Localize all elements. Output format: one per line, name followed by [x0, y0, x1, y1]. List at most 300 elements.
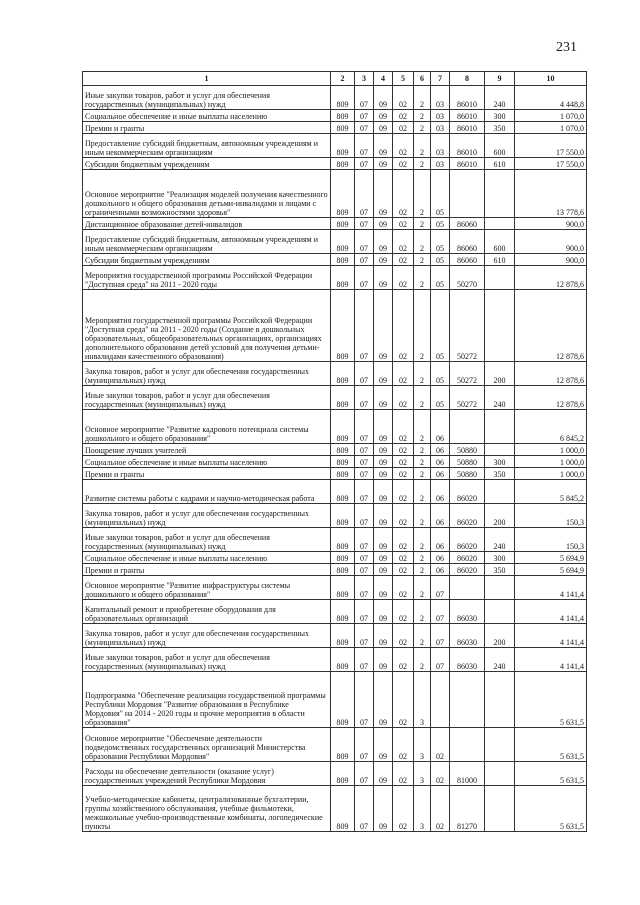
row-name-cell: Социальное обеспечение и иные выплаты населению: [83, 552, 331, 564]
row-code-cell-c2: 809: [331, 552, 355, 564]
row-code-cell-c4: 09: [374, 728, 393, 762]
row-code-cell-c7: 05: [431, 254, 450, 266]
row-code-cell-c6: 2: [414, 170, 431, 218]
row-code-cell-c4: 09: [374, 230, 393, 254]
row-code-cell-c2: 809: [331, 564, 355, 576]
row-code-cell-c9: 240: [485, 528, 515, 552]
row-name-cell: Предоставление субсидий бюджетным, автономным учреждениям и иным некоммерческим организациям: [83, 134, 331, 158]
row-code-cell-c8: 86010: [450, 122, 485, 134]
row-code-cell-c3: 07: [355, 218, 374, 230]
row-code-cell-c5: 02: [393, 158, 414, 170]
row-code-cell-c5: 02: [393, 410, 414, 444]
column-header-4: 4: [374, 72, 393, 86]
row-code-cell-c8: 86030: [450, 648, 485, 672]
row-code-cell-c4: 09: [374, 170, 393, 218]
row-name-cell: Учебно-методические кабинеты, централизованные бухгалтерии, группы хозяйственного обслуживания, учебные фильмотеки, межшкольные учебно-производственные комбинаты, логопедические пункты: [83, 786, 331, 832]
row-code-cell-c7: 06: [431, 552, 450, 564]
row-code-cell-c2: 809: [331, 600, 355, 624]
row-amount-cell: 12 878,6: [515, 386, 587, 410]
row-code-cell-c6: 2: [414, 552, 431, 564]
row-code-cell-c6: 2: [414, 230, 431, 254]
row-code-cell-c5: 02: [393, 86, 414, 110]
row-code-cell-c4: 09: [374, 456, 393, 468]
row-code-cell-c9: 240: [485, 86, 515, 110]
row-name-cell: Капитальный ремонт и приобретение оборудования для образовательных организаций: [83, 600, 331, 624]
row-name-cell: Премии и гранты: [83, 564, 331, 576]
row-code-cell-c3: 07: [355, 672, 374, 728]
row-amount-cell: 5 631,5: [515, 728, 587, 762]
row-code-cell-c3: 07: [355, 158, 374, 170]
row-code-cell-c6: 2: [414, 624, 431, 648]
row-code-cell-c6: 2: [414, 158, 431, 170]
table-row: [83, 468, 587, 480]
row-code-cell-c5: 02: [393, 786, 414, 832]
row-code-cell-c8: 50880: [450, 468, 485, 480]
row-code-cell-c2: 809: [331, 254, 355, 266]
row-code-cell-c9: [485, 786, 515, 832]
row-code-cell-c6: 3: [414, 672, 431, 728]
row-code-cell-c2: 809: [331, 170, 355, 218]
row-code-cell-c8: 86010: [450, 158, 485, 170]
row-name-cell: Мероприятия государственной программы Российской Федерации "Доступная среда" на 2011 - 2020 годы (Создание в дошкольных образовательных, общеобразовательных организациях, организациях дополнительного образования детей условий для получения детьми-инвалидами качественного образования): [83, 290, 331, 362]
row-code-cell-c4: 09: [374, 410, 393, 444]
row-code-cell-c3: 07: [355, 576, 374, 600]
row-code-cell-c7: 07: [431, 576, 450, 600]
row-code-cell-c2: 809: [331, 410, 355, 444]
row-code-cell-c4: 09: [374, 468, 393, 480]
row-code-cell-c9: 350: [485, 564, 515, 576]
row-code-cell-c5: 02: [393, 648, 414, 672]
row-code-cell-c5: 02: [393, 110, 414, 122]
row-code-cell-c4: 09: [374, 600, 393, 624]
row-code-cell-c5: 02: [393, 564, 414, 576]
row-code-cell-c3: 07: [355, 410, 374, 444]
row-name-cell: Поощрение лучших учителей: [83, 444, 331, 456]
row-name-cell: Иные закупки товаров, работ и услуг для обеспечения государственных (муниципальных) нужд: [83, 528, 331, 552]
row-code-cell-c2: 809: [331, 504, 355, 528]
row-code-cell-c7: 03: [431, 86, 450, 110]
row-code-cell-c3: 07: [355, 600, 374, 624]
row-code-cell-c4: 09: [374, 110, 393, 122]
row-code-cell-c7: 06: [431, 564, 450, 576]
row-code-cell-c3: 07: [355, 362, 374, 386]
row-name-cell: Иные закупки товаров, работ и услуг для обеспечения государственных (муниципальных) нужд: [83, 648, 331, 672]
row-code-cell-c6: 3: [414, 786, 431, 832]
table-row: [83, 504, 587, 528]
row-code-cell-c7: 06: [431, 480, 450, 504]
row-name-cell: Основное мероприятие "Развитие кадрового потенциала системы дошкольного и общего образования": [83, 410, 331, 444]
row-code-cell-c2: 809: [331, 576, 355, 600]
row-amount-cell: 6 845,2: [515, 410, 587, 444]
row-name-cell: Основное мероприятие "Обеспечение деятельности подведомственных государственных организаций Министерства образования Республики Мордовия": [83, 728, 331, 762]
row-code-cell-c7: 05: [431, 230, 450, 254]
row-code-cell-c9: [485, 170, 515, 218]
row-code-cell-c4: 09: [374, 564, 393, 576]
row-code-cell-c8: 86020: [450, 504, 485, 528]
row-code-cell-c7: 03: [431, 158, 450, 170]
row-code-cell-c7: 06: [431, 468, 450, 480]
row-code-cell-c8: 86010: [450, 86, 485, 110]
row-code-cell-c6: 2: [414, 576, 431, 600]
row-name-cell: Основное мероприятие "Развитие инфраструктуры системы дошкольного и общего образования": [83, 576, 331, 600]
row-amount-cell: 13 778,6: [515, 170, 587, 218]
table-row: [83, 624, 587, 648]
row-code-cell-c3: 07: [355, 504, 374, 528]
row-code-cell-c6: 2: [414, 254, 431, 266]
table-row: [83, 122, 587, 134]
row-code-cell-c6: 2: [414, 600, 431, 624]
table-row: [83, 552, 587, 564]
row-code-cell-c7: 05: [431, 170, 450, 218]
row-code-cell-c9: [485, 728, 515, 762]
row-name-cell: Подпрограмма "Обеспечение реализации государственной программы Республики Мордовия "Развитие образования в Республике Мордовия" на 2014 - 2020 годы и прочие мероприятия в области образования": [83, 672, 331, 728]
table-row: [83, 170, 587, 218]
row-code-cell-c7: 06: [431, 444, 450, 456]
table-row: [83, 786, 587, 832]
row-amount-cell: 900,0: [515, 230, 587, 254]
row-code-cell-c4: 09: [374, 386, 393, 410]
table-row: [83, 762, 587, 786]
row-amount-cell: 5 631,5: [515, 762, 587, 786]
row-code-cell-c9: [485, 218, 515, 230]
row-code-cell-c4: 09: [374, 218, 393, 230]
table-row: [83, 290, 587, 362]
row-code-cell-c5: 02: [393, 600, 414, 624]
row-code-cell-c9: [485, 576, 515, 600]
row-code-cell-c2: 809: [331, 648, 355, 672]
row-code-cell-c3: 07: [355, 564, 374, 576]
row-code-cell-c7: 07: [431, 648, 450, 672]
row-code-cell-c2: 809: [331, 290, 355, 362]
row-code-cell-c3: 07: [355, 552, 374, 564]
row-code-cell-c9: 200: [485, 362, 515, 386]
row-code-cell-c5: 02: [393, 552, 414, 564]
row-code-cell-c3: 07: [355, 254, 374, 266]
row-amount-cell: 1 000,0: [515, 456, 587, 468]
row-amount-cell: 150,3: [515, 528, 587, 552]
row-code-cell-c3: 07: [355, 290, 374, 362]
row-amount-cell: 12 878,6: [515, 290, 587, 362]
row-code-cell-c2: 809: [331, 158, 355, 170]
row-name-cell: Иные закупки товаров, работ и услуг для обеспечения государственных (муниципальных) нужд: [83, 86, 331, 110]
row-code-cell-c9: [485, 266, 515, 290]
row-amount-cell: 12 878,6: [515, 266, 587, 290]
row-code-cell-c4: 09: [374, 504, 393, 528]
row-code-cell-c6: 3: [414, 728, 431, 762]
row-amount-cell: 4 141,4: [515, 576, 587, 600]
row-code-cell-c7: 06: [431, 504, 450, 528]
row-code-cell-c9: [485, 290, 515, 362]
row-name-cell: Закупка товаров, работ и услуг для обеспечения государственных (муниципальных) нужд: [83, 504, 331, 528]
row-code-cell-c8: 50272: [450, 386, 485, 410]
row-code-cell-c2: 809: [331, 266, 355, 290]
column-header-3: 3: [355, 72, 374, 86]
row-code-cell-c5: 02: [393, 170, 414, 218]
row-code-cell-c8: 86020: [450, 480, 485, 504]
row-code-cell-c6: 2: [414, 648, 431, 672]
row-code-cell-c2: 809: [331, 386, 355, 410]
row-code-cell-c3: 07: [355, 786, 374, 832]
row-name-cell: Иные закупки товаров, работ и услуг для обеспечения государственных (муниципальных) нужд: [83, 386, 331, 410]
row-code-cell-c7: 02: [431, 728, 450, 762]
row-amount-cell: 1 070,0: [515, 122, 587, 134]
row-code-cell-c3: 07: [355, 110, 374, 122]
table-row: [83, 218, 587, 230]
row-amount-cell: 4 448,8: [515, 86, 587, 110]
row-code-cell-c6: 2: [414, 456, 431, 468]
row-code-cell-c8: 86020: [450, 528, 485, 552]
row-amount-cell: 4 141,4: [515, 624, 587, 648]
row-code-cell-c6: 3: [414, 762, 431, 786]
row-code-cell-c6: 2: [414, 362, 431, 386]
row-amount-cell: 12 878,6: [515, 362, 587, 386]
table-row: [83, 134, 587, 158]
row-code-cell-c6: 2: [414, 290, 431, 362]
column-header-10: 10: [515, 72, 587, 86]
row-code-cell-c6: 2: [414, 480, 431, 504]
row-code-cell-c4: 09: [374, 122, 393, 134]
row-name-cell: Социальное обеспечение и иные выплаты населению: [83, 110, 331, 122]
row-code-cell-c5: 02: [393, 456, 414, 468]
row-code-cell-c4: 09: [374, 86, 393, 110]
row-code-cell-c2: 809: [331, 786, 355, 832]
row-code-cell-c7: 05: [431, 266, 450, 290]
row-code-cell-c7: 05: [431, 362, 450, 386]
row-code-cell-c2: 809: [331, 218, 355, 230]
row-name-cell: Субсидии бюджетным учреждениям: [83, 158, 331, 170]
row-amount-cell: 5 694,9: [515, 552, 587, 564]
row-amount-cell: 1 000,0: [515, 444, 587, 456]
row-code-cell-c2: 809: [331, 624, 355, 648]
row-amount-cell: 5 694,9: [515, 564, 587, 576]
row-code-cell-c9: 200: [485, 504, 515, 528]
row-code-cell-c8: 50880: [450, 456, 485, 468]
row-code-cell-c5: 02: [393, 362, 414, 386]
table-row: [83, 110, 587, 122]
row-code-cell-c6: 2: [414, 86, 431, 110]
budget-table: [82, 71, 587, 832]
row-code-cell-c3: 07: [355, 134, 374, 158]
row-code-cell-c2: 809: [331, 444, 355, 456]
row-code-cell-c4: 09: [374, 762, 393, 786]
column-header-7: 7: [431, 72, 450, 86]
row-code-cell-c6: 2: [414, 134, 431, 158]
row-code-cell-c3: 07: [355, 648, 374, 672]
row-code-cell-c3: 07: [355, 528, 374, 552]
row-code-cell-c5: 02: [393, 134, 414, 158]
row-code-cell-c2: 809: [331, 86, 355, 110]
column-header-8: 8: [450, 72, 485, 86]
row-code-cell-c4: 09: [374, 444, 393, 456]
row-code-cell-c5: 02: [393, 266, 414, 290]
row-code-cell-c8: 86010: [450, 134, 485, 158]
row-code-cell-c5: 02: [393, 230, 414, 254]
table-row: [83, 456, 587, 468]
table-row: [83, 362, 587, 386]
table-row: [83, 600, 587, 624]
row-code-cell-c8: 50272: [450, 362, 485, 386]
table-row: [83, 564, 587, 576]
row-code-cell-c7: 07: [431, 600, 450, 624]
table-row: [83, 386, 587, 410]
row-code-cell-c5: 02: [393, 728, 414, 762]
row-code-cell-c2: 809: [331, 528, 355, 552]
row-code-cell-c8: 81270: [450, 786, 485, 832]
row-code-cell-c3: 07: [355, 170, 374, 218]
column-header-9: 9: [485, 72, 515, 86]
row-code-cell-c5: 02: [393, 672, 414, 728]
row-code-cell-c4: 09: [374, 786, 393, 832]
row-code-cell-c5: 02: [393, 444, 414, 456]
row-name-cell: Социальное обеспечение и иные выплаты населению: [83, 456, 331, 468]
row-name-cell: Мероприятия государственной программы Российской Федерации "Доступная среда" на 2011 - 2020 годы: [83, 266, 331, 290]
row-code-cell-c8: 86030: [450, 600, 485, 624]
row-code-cell-c7: 05: [431, 386, 450, 410]
row-code-cell-c2: 809: [331, 122, 355, 134]
row-code-cell-c6: 2: [414, 110, 431, 122]
row-amount-cell: 1 000,0: [515, 468, 587, 480]
row-code-cell-c9: 350: [485, 122, 515, 134]
row-code-cell-c9: [485, 480, 515, 504]
table-row: [83, 480, 587, 504]
row-code-cell-c9: 300: [485, 552, 515, 564]
row-code-cell-c9: 240: [485, 386, 515, 410]
row-code-cell-c9: 350: [485, 468, 515, 480]
row-code-cell-c6: 2: [414, 444, 431, 456]
row-code-cell-c9: 600: [485, 230, 515, 254]
row-code-cell-c9: [485, 672, 515, 728]
row-code-cell-c8: 81000: [450, 762, 485, 786]
row-code-cell-c8: [450, 170, 485, 218]
row-name-cell: Субсидии бюджетным учреждениям: [83, 254, 331, 266]
row-code-cell-c2: 809: [331, 230, 355, 254]
row-code-cell-c2: 809: [331, 672, 355, 728]
row-code-cell-c3: 07: [355, 386, 374, 410]
row-code-cell-c5: 02: [393, 254, 414, 266]
row-code-cell-c4: 09: [374, 480, 393, 504]
row-code-cell-c8: 50272: [450, 290, 485, 362]
row-code-cell-c8: 86060: [450, 230, 485, 254]
row-code-cell-c8: 86060: [450, 218, 485, 230]
row-code-cell-c4: 09: [374, 552, 393, 564]
row-code-cell-c9: [485, 410, 515, 444]
row-code-cell-c2: 809: [331, 362, 355, 386]
row-code-cell-c7: 06: [431, 528, 450, 552]
table-row: [83, 444, 587, 456]
row-code-cell-c2: 809: [331, 468, 355, 480]
row-code-cell-c4: 09: [374, 290, 393, 362]
row-code-cell-c5: 02: [393, 386, 414, 410]
row-code-cell-c7: 02: [431, 786, 450, 832]
row-code-cell-c4: 09: [374, 266, 393, 290]
table-row: [83, 158, 587, 170]
row-code-cell-c7: [431, 672, 450, 728]
table-row: [83, 728, 587, 762]
row-code-cell-c9: 600: [485, 134, 515, 158]
row-code-cell-c3: 07: [355, 480, 374, 504]
row-code-cell-c2: 809: [331, 456, 355, 468]
row-code-cell-c3: 07: [355, 230, 374, 254]
row-code-cell-c8: [450, 576, 485, 600]
row-code-cell-c5: 02: [393, 480, 414, 504]
header-row: [83, 72, 587, 86]
table-row: [83, 576, 587, 600]
row-code-cell-c8: 50270: [450, 266, 485, 290]
row-code-cell-c3: 07: [355, 624, 374, 648]
row-name-cell: Закупка товаров, работ и услуг для обеспечения государственных (муниципальных) нужд: [83, 624, 331, 648]
row-amount-cell: 1 070,0: [515, 110, 587, 122]
row-name-cell: Закупка товаров, работ и услуг для обеспечения государственных (муниципальных) нужд: [83, 362, 331, 386]
table-row: [83, 410, 587, 444]
table-row: [83, 266, 587, 290]
row-name-cell: Расходы на обеспечение деятельности (оказание услуг) государственных учреждений Республики Мордовия: [83, 762, 331, 786]
row-name-cell: Основное мероприятие "Реализация моделей получения качественного дошкольного и общего образования детьми-инвалидами и лицами с ограниченными возможностями здоровья": [83, 170, 331, 218]
row-code-cell-c5: 02: [393, 762, 414, 786]
row-code-cell-c5: 02: [393, 122, 414, 134]
row-code-cell-c3: 07: [355, 468, 374, 480]
row-code-cell-c2: 809: [331, 110, 355, 122]
row-amount-cell: 17 550,0: [515, 158, 587, 170]
table-row: [83, 86, 587, 110]
row-code-cell-c9: 300: [485, 456, 515, 468]
row-code-cell-c3: 07: [355, 266, 374, 290]
row-code-cell-c3: 07: [355, 762, 374, 786]
row-code-cell-c2: 809: [331, 134, 355, 158]
row-code-cell-c8: 86060: [450, 254, 485, 266]
row-code-cell-c6: 2: [414, 504, 431, 528]
row-code-cell-c3: 07: [355, 122, 374, 134]
row-code-cell-c4: 09: [374, 134, 393, 158]
row-code-cell-c2: 809: [331, 728, 355, 762]
row-code-cell-c8: [450, 728, 485, 762]
column-header-2: 2: [331, 72, 355, 86]
row-code-cell-c4: 09: [374, 362, 393, 386]
row-code-cell-c4: 09: [374, 576, 393, 600]
row-amount-cell: 150,3: [515, 504, 587, 528]
row-code-cell-c4: 09: [374, 528, 393, 552]
row-code-cell-c4: 09: [374, 648, 393, 672]
column-header-5: 5: [393, 72, 414, 86]
page-number: 231: [556, 40, 577, 55]
row-code-cell-c6: 2: [414, 218, 431, 230]
row-code-cell-c7: 05: [431, 290, 450, 362]
row-code-cell-c5: 02: [393, 290, 414, 362]
row-code-cell-c6: 2: [414, 266, 431, 290]
row-code-cell-c9: [485, 762, 515, 786]
row-code-cell-c9: 610: [485, 254, 515, 266]
row-name-cell: Развитие системы работы с кадрами и научно-методическая работа: [83, 480, 331, 504]
row-amount-cell: 4 141,4: [515, 600, 587, 624]
row-amount-cell: 17 550,0: [515, 134, 587, 158]
row-code-cell-c6: 2: [414, 468, 431, 480]
row-code-cell-c5: 02: [393, 504, 414, 528]
row-code-cell-c3: 07: [355, 728, 374, 762]
row-code-cell-c3: 07: [355, 86, 374, 110]
row-code-cell-c4: 09: [374, 624, 393, 648]
row-code-cell-c3: 07: [355, 444, 374, 456]
column-header-1: 1: [83, 72, 331, 86]
row-code-cell-c7: 07: [431, 624, 450, 648]
row-code-cell-c5: 02: [393, 576, 414, 600]
table-row: [83, 528, 587, 552]
row-code-cell-c7: 03: [431, 122, 450, 134]
row-code-cell-c5: 02: [393, 528, 414, 552]
row-code-cell-c5: 02: [393, 468, 414, 480]
row-code-cell-c6: 2: [414, 528, 431, 552]
row-code-cell-c3: 07: [355, 456, 374, 468]
row-code-cell-c4: 09: [374, 672, 393, 728]
row-code-cell-c7: 03: [431, 134, 450, 158]
